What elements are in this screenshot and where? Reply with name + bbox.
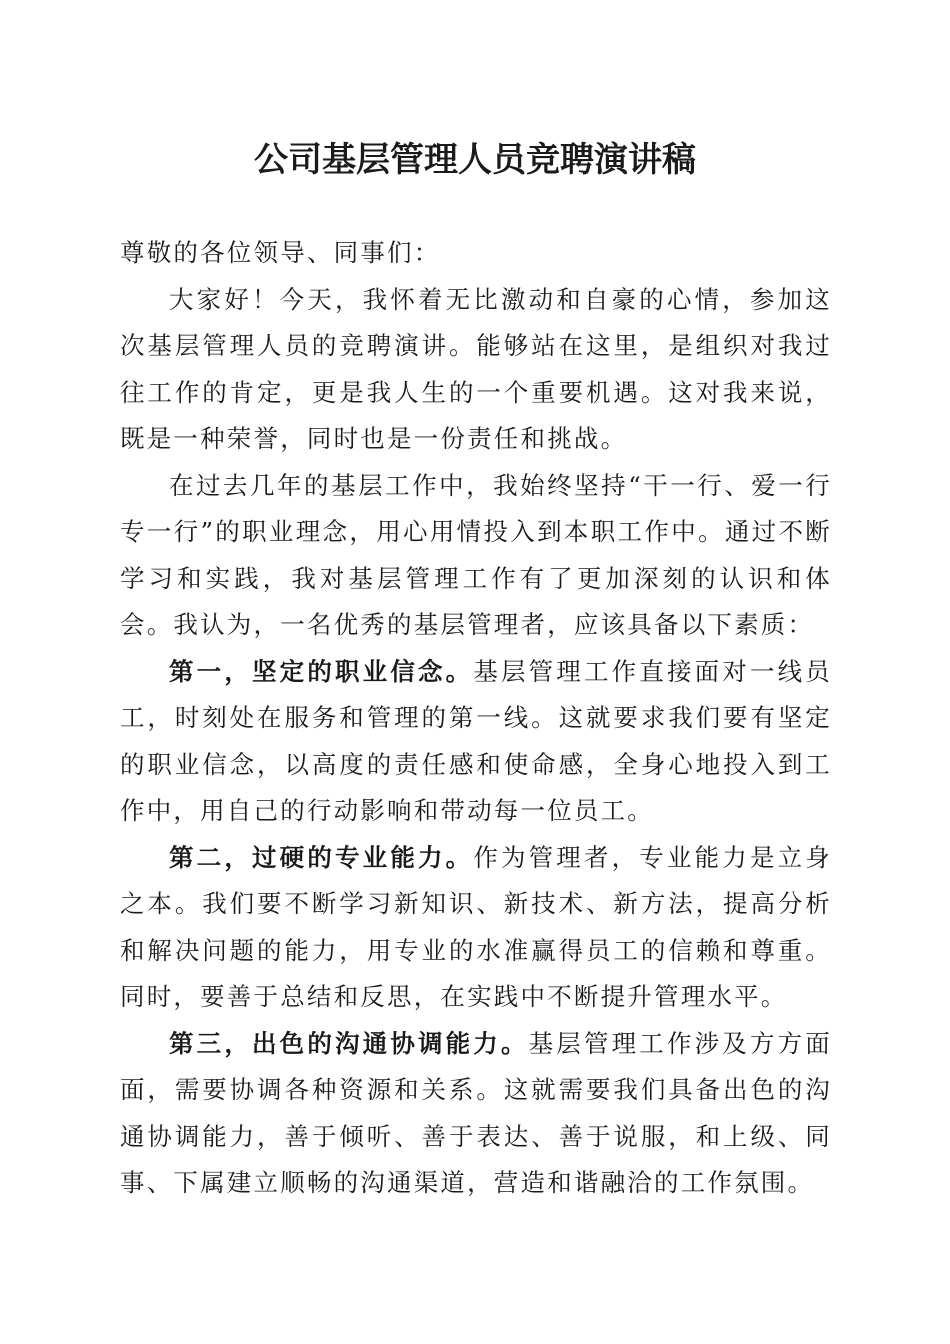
paragraph-point-two [120, 835, 832, 1021]
paragraph-text: 在过去几年的基层工作中，我始终坚持“干一行、爱一行专一行”的职业理念，用心用情投入到本职工作中。通过不断学习和实践，我对基层管理工作有了更加深刻的认识和体会。我认为，一名优秀的基层管理者，应该具备以下素质： [120, 470, 832, 639]
paragraph-point-one [120, 649, 832, 835]
paragraph-lead: 第一，坚定的职业信念。 [169, 656, 474, 686]
paragraph-text: 作为管理者，专业能力是立身之本。我们要不断学习新知识、新技术、新方法，提高分析和解决问题的能力，用专业的水准赢得员工的信赖和尊重。同时，要善于总结和反思，在实践中不断提升管理水平。 [120, 842, 832, 1011]
paragraph-point-three [120, 1021, 832, 1207]
paragraph-experience [120, 463, 832, 649]
paragraph-text: 大家好！今天，我怀着无比激动和自豪的心情，参加这次基层管理人员的竞聘演讲。能够站在这里，是组织对我过往工作的肯定，更是我人生的一个重要机遇。这对我来说，既是一种荣誉，同时也是一份责任和挑战。 [120, 284, 832, 453]
paragraph-text: 基层管理工作涉及方方面面，需要协调各种资源和关系。这就需要我们具备出色的沟通协调能力，善于倾听、善于表达、善于说服，和上级、同事、下属建立顺畅的沟通渠道，营造和谐融洽的工作氛围。 [120, 1028, 832, 1197]
paragraph-lead: 第二，过硬的专业能力。 [169, 842, 474, 872]
salutation: 尊敬的各位领导、同事们： [120, 238, 441, 267]
paragraph-lead: 第三，出色的沟通协调能力。 [169, 1028, 529, 1058]
paragraph-greeting [120, 277, 832, 463]
paragraph-text: 基层管理工作直接面对一线员工，时刻处在服务和管理的第一线。这就要求我们要有坚定的职业信念，以高度的责任感和使命感，全身心地投入到工作中，用自己的行动影响和带动每一位员工。 [120, 656, 832, 825]
document-title: 公司基层管理人员竞聘演讲稿 [254, 140, 696, 180]
document-body [120, 230, 832, 1207]
